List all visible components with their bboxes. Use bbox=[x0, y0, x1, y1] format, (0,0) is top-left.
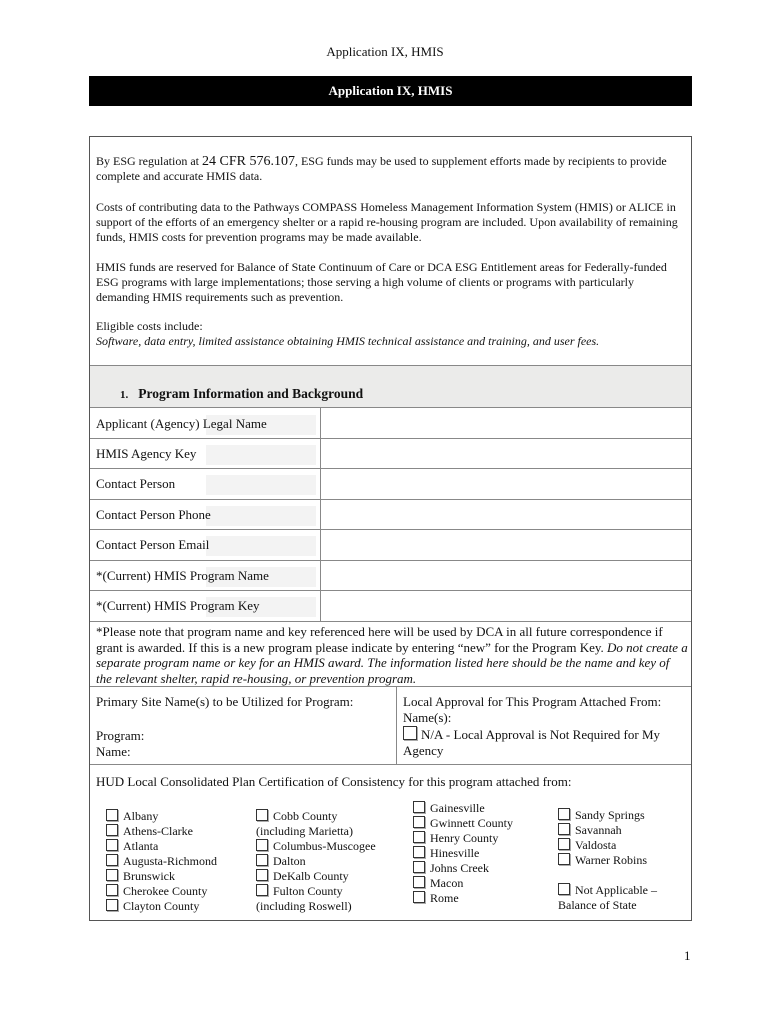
checkbox-icon[interactable] bbox=[413, 876, 425, 888]
hud-option-johns-creek[interactable]: Johns Creek bbox=[413, 861, 513, 876]
hud-option-savannah[interactable]: Savannah bbox=[558, 823, 657, 838]
checkbox-icon[interactable] bbox=[558, 838, 570, 850]
checkbox-icon[interactable] bbox=[106, 854, 118, 866]
contact-email-label: Contact Person Email bbox=[96, 537, 210, 552]
hud-option-macon[interactable]: Macon bbox=[413, 876, 513, 891]
row-divider bbox=[90, 764, 691, 765]
program-key-label: *(Current) HMIS Program Key bbox=[96, 598, 260, 613]
checkbox-icon[interactable] bbox=[413, 801, 425, 813]
name-label: Name: bbox=[96, 744, 131, 759]
hud-column-3 bbox=[413, 801, 513, 906]
hud-option-cobb-note: (including Marietta) bbox=[256, 824, 353, 838]
checkbox-icon[interactable] bbox=[558, 808, 570, 820]
row-divider bbox=[90, 468, 691, 469]
checkbox-icon[interactable] bbox=[413, 891, 425, 903]
primary-site-cell bbox=[96, 694, 353, 760]
checkbox-icon[interactable] bbox=[106, 809, 118, 821]
field-shade bbox=[206, 506, 316, 526]
hud-option-valdosta[interactable]: Valdosta bbox=[558, 838, 657, 853]
program-name-input[interactable] bbox=[322, 562, 690, 590]
page-number: 1 bbox=[684, 948, 691, 963]
intro-paragraph-3: HMIS funds are reserved for Balance of State Continuum of Care or DCA ESG Entitlement areas for Federally-funded ESG programs with large implementations; those serving a high volume of clients or programs with particularly demanding HMIS requirements such as prevention. bbox=[96, 260, 667, 304]
checkbox-icon[interactable] bbox=[256, 884, 268, 896]
hud-option-brunswick[interactable]: Brunswick bbox=[106, 869, 217, 884]
page-title: Application IX, HMIS bbox=[89, 76, 692, 106]
local-approval-label: Local Approval for This Program Attached From: bbox=[403, 694, 662, 709]
section-title: 1. Program Information and Background bbox=[120, 386, 364, 401]
hud-option-augusta-richmond[interactable]: Augusta-Richmond bbox=[106, 854, 217, 869]
checkbox-icon[interactable] bbox=[558, 853, 570, 865]
contact-person-input[interactable] bbox=[322, 470, 690, 498]
checkbox-approval-na[interactable] bbox=[403, 726, 417, 740]
running-header: Application IX, HMIS bbox=[326, 44, 444, 59]
program-name-label: *(Current) HMIS Program Name bbox=[96, 568, 269, 583]
hud-option-gainesville[interactable]: Gainesville bbox=[413, 801, 513, 816]
hud-column-2 bbox=[256, 809, 376, 914]
site-approval-divider bbox=[396, 686, 397, 764]
eligible-costs-list: Software, data entry, limited assistance obtaining HMIS technical assistance and training, and user fees. bbox=[96, 334, 600, 348]
hud-certification-label: HUD Local Consolidated Plan Certification of Consistency for this program attached from: bbox=[96, 774, 572, 789]
checkbox-icon[interactable] bbox=[106, 884, 118, 896]
approval-na-option[interactable]: N/A - Local Approval is Not Required for My bbox=[403, 726, 688, 743]
intro-paragraph-2: Costs of contributing data to the Pathways COMPASS Homeless Management Information System (HMIS) or ALICE in support of the efforts of an emergency shelter or a rapid re-housing program are included. Upon availability of remaining funds, HMIS costs for prevention programs may be made available. bbox=[96, 200, 678, 244]
hud-column-1 bbox=[106, 809, 217, 914]
row-divider bbox=[90, 560, 691, 561]
hud-option-athens-clarke[interactable]: Athens-Clarke bbox=[106, 824, 217, 839]
row-divider bbox=[90, 438, 691, 439]
hud-option-rome[interactable]: Rome bbox=[413, 891, 513, 906]
hud-option-sandy-springs[interactable]: Sandy Springs bbox=[558, 808, 657, 823]
hud-option-fulton-note: (including Roswell) bbox=[256, 899, 352, 913]
checkbox-icon[interactable] bbox=[413, 831, 425, 843]
row-divider bbox=[90, 686, 691, 687]
applicant-legal-name-input[interactable] bbox=[322, 410, 690, 438]
contact-email-input[interactable] bbox=[322, 531, 690, 559]
hud-option-dalton[interactable]: Dalton bbox=[256, 854, 376, 869]
checkbox-icon[interactable] bbox=[256, 839, 268, 851]
checkbox-icon[interactable] bbox=[256, 809, 268, 821]
eligible-costs-label: Eligible costs include: bbox=[96, 319, 203, 333]
hud-option-warner-robins[interactable]: Warner Robins bbox=[558, 853, 657, 868]
hud-option-not-applicable-cont: Balance of State bbox=[558, 898, 637, 912]
approval-names-label: Name(s): bbox=[403, 710, 452, 725]
hmis-agency-key-input[interactable] bbox=[322, 440, 690, 468]
hud-option-albany[interactable]: Albany bbox=[106, 809, 217, 824]
hud-option-dekalb-county[interactable]: DeKalb County bbox=[256, 869, 376, 884]
hud-option-atlanta[interactable]: Atlanta bbox=[106, 839, 217, 854]
checkbox-icon[interactable] bbox=[413, 846, 425, 858]
row-divider bbox=[90, 590, 691, 591]
checkbox-icon[interactable] bbox=[106, 839, 118, 851]
approval-na-option-cont: Agency bbox=[403, 743, 444, 758]
hud-option-columbus-muscogee[interactable]: Columbus-Muscogee bbox=[256, 839, 376, 854]
row-divider bbox=[90, 529, 691, 530]
program-key-input[interactable] bbox=[322, 592, 690, 620]
checkbox-icon[interactable] bbox=[106, 869, 118, 881]
field-shade bbox=[206, 475, 316, 495]
hud-option-cobb-county[interactable]: Cobb County bbox=[256, 809, 376, 824]
checkbox-icon[interactable] bbox=[413, 816, 425, 828]
checkbox-icon[interactable] bbox=[106, 824, 118, 836]
field-shade bbox=[206, 536, 316, 556]
hmis-agency-key-label: HMIS Agency Key bbox=[96, 446, 197, 461]
program-key-note: *Please note that program name and key referenced here will be used by DCA in all future correspondence if grant is awarded. If this is a new program please indicate by entering “new” for the Program Key. Do not create a separate program name or key for an HMIS award. The information listed here should be the name and key of the relevant shelter, rapid re-housing, or prevention program. bbox=[96, 624, 688, 686]
contact-person-label: Contact Person bbox=[96, 476, 176, 491]
checkbox-icon[interactable] bbox=[256, 869, 268, 881]
program-label: Program: bbox=[96, 728, 145, 743]
row-divider bbox=[90, 499, 691, 500]
checkbox-icon[interactable] bbox=[558, 883, 570, 895]
field-shade bbox=[206, 445, 316, 465]
checkbox-icon[interactable] bbox=[106, 899, 118, 911]
hud-option-hinesville[interactable]: Hinesville bbox=[413, 846, 513, 861]
hud-option-cherokee-county[interactable]: Cherokee County bbox=[106, 884, 217, 899]
row-divider bbox=[90, 621, 691, 622]
local-approval-cell bbox=[403, 694, 688, 759]
contact-phone-label: Contact Person Phone bbox=[96, 507, 211, 522]
hud-option-clayton-county[interactable]: Clayton County bbox=[106, 899, 217, 914]
contact-phone-input[interactable] bbox=[322, 501, 690, 529]
hud-column-4 bbox=[558, 808, 657, 913]
checkbox-icon[interactable] bbox=[256, 854, 268, 866]
hud-option-fulton-county[interactable]: Fulton County bbox=[256, 884, 376, 899]
hud-option-gwinnett-county[interactable]: Gwinnett County bbox=[413, 816, 513, 831]
hud-option-henry-county[interactable]: Henry County bbox=[413, 831, 513, 846]
hud-option-not-applicable[interactable]: Not Applicable – bbox=[558, 883, 657, 898]
primary-site-label: Primary Site Name(s) to be Utilized for Program: bbox=[96, 694, 354, 709]
checkbox-icon[interactable] bbox=[558, 823, 570, 835]
intro-paragraph-1: By ESG regulation at 24 CFR 576.107, ESG funds may be used to supplement efforts made by recipients to provide complete and accurate HMIS data. bbox=[96, 154, 667, 183]
applicant-legal-name-label: Applicant (Agency) Legal Name bbox=[96, 416, 267, 431]
checkbox-icon[interactable] bbox=[413, 861, 425, 873]
